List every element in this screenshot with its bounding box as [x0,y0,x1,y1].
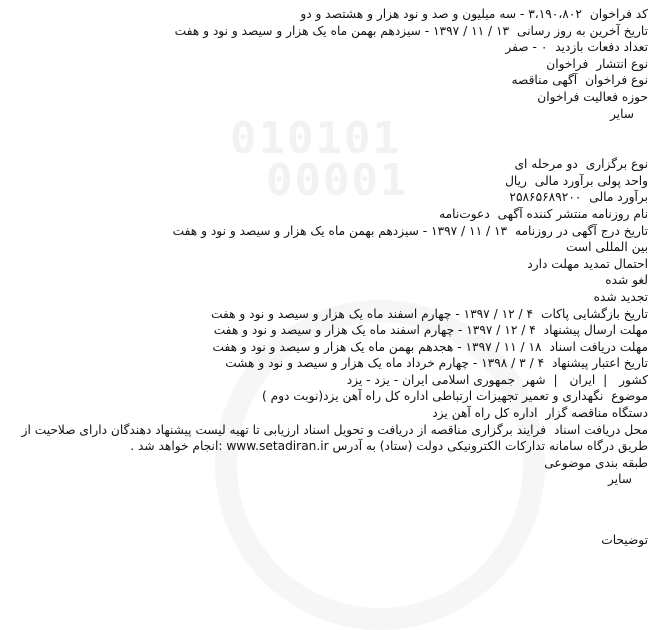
field-organizer: دستگاه مناقصه گزار اداره کل راه آهن یزد [432,406,648,421]
field-docs-place: محل دریافت اسناد فرایند برگزاری مناقصه از دریافت و تحویل اسناد ارزیابی تا تهیه لیست پیشنهاد دهندگان دارای صلاحیت از طریق درگاه سامانه تدارکات الکترونیکی دولت (ستاد) به آدرس www.setadiran.ir :انجام خواهد شد . [21,422,648,454]
field-opening-date: تاریخ بازگشایی پاکات ۴ / ۱۲ / ۱۳۹۷ - چهارم اسفند ماه یک هزار و سیصد و نود و هفت [210,306,648,321]
field-renewed: تجدید شده [593,289,648,304]
field-location: کشور | ایران | شهر جمهوری اسلامی ایران - یزد - یزد [346,372,648,387]
field-subject: موضوع نگهداری و تعمیر تجهیزات ارتباطی اداره کل راه آهن یزد(نوبت دوم ) [261,389,648,404]
field-scope-label: حوزه فعالیت فراخوان [537,89,648,104]
field-estimate: برآورد مالی ۲۵۸۶۵۶۸۹۲۰۰ [509,190,648,205]
field-ad-date: تاریخ درج آگهی در روزنامه ۱۳ / ۱۱ / ۱۳۹۷ - سیزدهم بهمن ماه یک هزار و سیصد و نود و هفت [172,223,648,238]
watermark-row: 010101 [230,113,401,164]
field-last-update: تاریخ آخرین به روز رسانی ۱۳ / ۱۱ / ۱۳۹۷ - سیزدهم بهمن ماه یک هزار و سیصد و نود و هفت [174,23,648,38]
field-submit-deadline: مهلت ارسال پیشنهاد ۴ / ۱۲ / ۱۳۹۷ - چهارم اسفند ماه یک هزار و سیصد و نود و هفت [213,323,648,338]
separator: | [603,372,608,387]
field-publication-type: نوع انتشار فراخوان [546,56,648,71]
field-docs-deadline: مهلت دریافت اسناد ۱۸ / ۱۱ / ۱۳۹۷ - هجدهم بهمن ماه یک هزار و سیصد و نود و هفت [212,339,648,354]
field-classification-value: سایر [607,472,632,487]
field-scope-value: سایر [609,106,634,121]
field-call-type: نوع فراخوان آگهی مناقصه [511,73,648,88]
field-holding-type: نوع برگزاری دو مرحله ای [514,157,648,172]
field-code: کد فراخوان ۳،۱۹۰،۸۰۲ - سه میلیون و صد و نود هزار و هشتصد و دو [300,7,648,21]
field-international: بین المللی است [565,240,648,255]
field-newspaper: نام روزنامه منتشر کننده آگهی دعوت‌نامه [439,206,648,221]
field-visits: تعداد دفعات بازدید ۰ - صفر [505,40,648,55]
watermark-row: 00001 [266,155,409,206]
field-notes: توضیحات [601,533,648,548]
separator: | [553,372,558,387]
spacer [6,122,648,156]
spacer [6,488,648,532]
field-extension: احتمال تمدید مهلت دارد [527,256,648,271]
field-validity: تاریخ اعتبار پیشنهاد ۴ / ۳ / ۱۳۹۸ - چهارم خرداد ماه یک هزار و سیصد و نود و هشت [225,356,648,371]
field-currency: واحد پولی برآورد مالی ریال [505,173,648,188]
field-classification-label: طبقه بندی موضوعی [544,455,648,470]
field-cancelled: لغو شده [605,273,648,288]
